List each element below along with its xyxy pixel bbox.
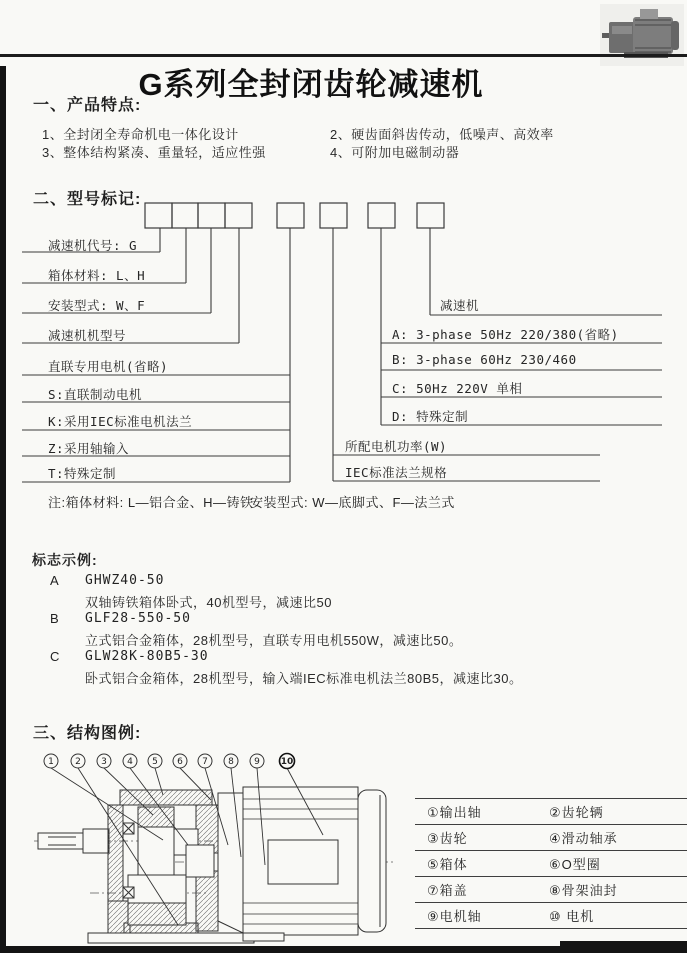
part-oil-seal: ⑧骨架油封 [549,883,618,898]
model-label-reducer: 减速机 [440,298,480,313]
model-label-iec-flange: IEC标准法兰规格 [345,465,448,480]
svg-text:7: 7 [202,757,208,767]
feature-item-3: 3、整体结构紧凑、重量轻，适应性强 [42,145,266,160]
callout-2 [71,754,85,768]
part-motor-shaft: ⑨电机轴 [427,909,482,924]
callout-9 [250,754,264,768]
parts-row-1 [415,798,687,824]
model-label-voltage-d: D: 特殊定制 [392,409,469,424]
model-label-motor-z: Z:采用轴输入 [48,441,130,456]
header-rule [0,54,687,57]
code-box-4 [225,203,252,228]
code-box-8 [417,203,444,228]
code-box-7 [368,203,395,228]
example-b-key: B [50,611,59,626]
parts-row-5 [415,902,687,928]
svg-text:3: 3 [101,757,107,767]
section-heading-model: 二、型号标记: [33,191,142,208]
svg-text:5: 5 [152,757,158,767]
callout-10 [280,754,295,769]
parts-row-2 [415,824,687,850]
callout-4 [123,754,137,768]
callout-7 [198,754,212,768]
example-a-desc: 双轴铸铁箱体卧式，40机型号，减速比50 [85,595,332,610]
part-cover: ⑦箱盖 [427,883,468,898]
model-label-housing: 箱体材料: L、H [48,268,146,283]
model-label-motor-t: T:特殊定制 [48,466,117,481]
model-label-motor-s: S:直联制动电机 [48,387,143,402]
part-sliding-bearing: ④滑动轴承 [549,831,618,846]
model-label-voltage-a: A: 3-phase 50Hz 220/380(省略) [392,327,619,342]
example-c-desc: 卧式铝合金箱体，28机型号，输入端IEC标准电机法兰80B5，减速比30。 [85,671,523,686]
model-label-power: 所配电机功率(W) [345,439,448,454]
model-label-voltage-b: B: 3-phase 60Hz 230/460 [392,352,577,367]
svg-text:2: 2 [75,757,81,767]
model-note-housing: 注:箱体材料: L—铝合金、H—铸铁 [48,495,254,510]
part-gear-shaft: ②齿轮辆 [549,805,604,820]
model-label-code: 减速机代号: G [48,238,138,253]
code-box-2 [172,203,198,228]
feature-item-4: 4、可附加电磁制动器 [330,145,460,160]
code-box-1 [145,203,172,228]
callout-6 [173,754,187,768]
example-c-code: GLW28K-80B5-30 [85,649,209,664]
code-box-3 [198,203,225,228]
scan-edge-bottom-right [560,941,687,953]
example-b-desc: 立式铝合金箱体，28机型号，直联专用电机550W，减速比50。 [85,633,463,648]
part-o-ring: ⑥O型圈 [549,857,601,872]
svg-text:1: 1 [48,757,54,767]
part-housing: ⑤箱体 [427,857,468,872]
model-label-motor-std: 直联专用电机(省略) [48,359,169,374]
section-heading-structure: 三、结构图例: [33,725,142,742]
model-label-frame-size: 减速机机型号 [48,328,127,343]
model-label-voltage-c: C: 50Hz 220V 单相 [392,381,523,396]
model-label-motor-k: K:采用IEC标准电机法兰 [48,414,193,429]
model-code-diagram [0,195,687,510]
callout-8 [224,754,238,768]
part-gear: ③齿轮 [427,831,468,846]
model-note-mounting: 安装型式: W—底脚式、F—法兰式 [250,495,455,510]
callout-circles [44,754,295,769]
feature-item-1: 1、全封闭全寿命机电一体化设计 [42,127,239,142]
section-heading-features: 一、产品特点: [33,97,142,114]
parts-row-3 [415,850,687,876]
parts-legend-table [415,798,687,929]
callout-3 [97,754,111,768]
part-output-shaft: ①输出轴 [427,805,482,820]
code-box-6 [320,203,347,228]
example-a-key: A [50,573,59,588]
model-label-mounting: 安装型式: W、F [48,298,146,313]
feature-item-2: 2、硬齿面斜齿传动，低噪声、高效率 [330,127,554,142]
callout-5 [148,754,162,768]
page-title: G系列全封闭齿轮减速机 [138,67,484,102]
example-a-code: GHWZ40-50 [85,573,165,588]
output-shaft [38,829,109,853]
svg-text:6: 6 [177,757,183,767]
gearbox-cross-section-drawing [28,745,408,950]
svg-text:10: 10 [280,757,294,767]
svg-text:8: 8 [228,757,234,767]
examples-heading: 标志示例: [32,552,98,568]
motor-body [218,787,386,941]
part-motor: ⑩ 电机 [549,909,595,924]
svg-text:4: 4 [127,757,133,767]
example-c-key: C [50,649,60,664]
parts-row-4 [415,876,687,902]
svg-text:9: 9 [254,757,260,767]
model-code-boxes [145,203,444,228]
example-b-code: GLF28-550-50 [85,611,191,626]
code-box-5 [277,203,304,228]
callout-1 [44,754,58,768]
